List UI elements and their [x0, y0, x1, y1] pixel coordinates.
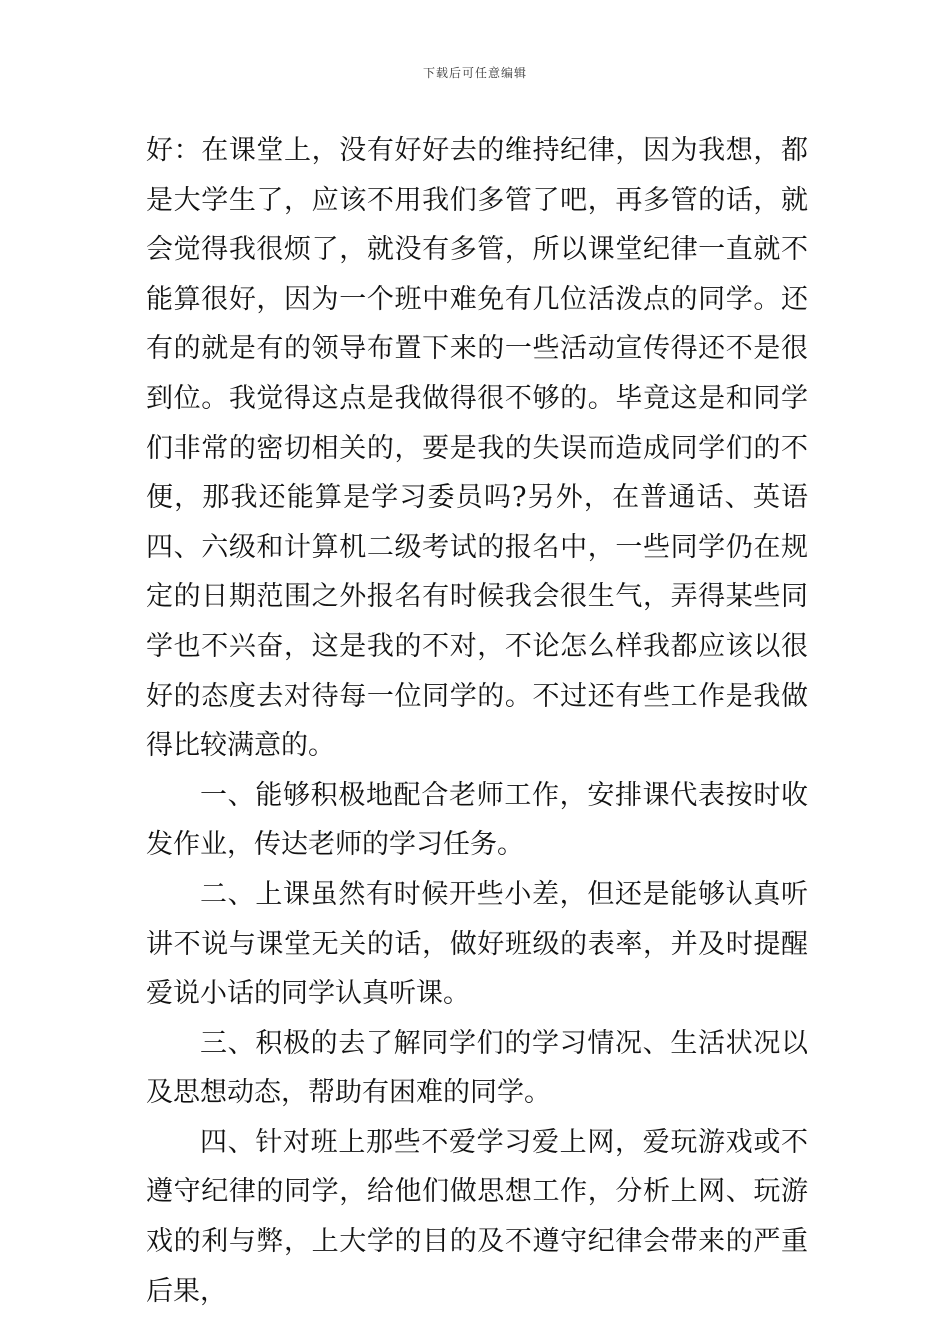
paragraph-continuation: 好：在课堂上，没有好好去的维持纪律，因为我想，都是大学生了，应该不用我们多管了吧，再多管的话，就会觉得我很烦了，就没有多管，所以课堂纪律一直就不能算很好，因为一个班中难免有几位活泼点的同学。还有的就是有的领导布置下来的一些活动宣传得还不是很到位。我觉得这点是我做得很不够的。毕竟这是和同学们非常的密切相关的，要是我的失误而造成同学们的不便，那我还能算是学习委员吗?另外，在普通话、英语四、六级和计算机二级考试的报名中，一些同学仍在规定的日期范围之外报名有时候我会很生气，弄得某些同学也不兴奋，这是我的不对，不论怎么样我都应该以很好的态度去对待每一位同学的。不过还有些工作是我做得比较满意的。 [146, 135, 808, 762]
paragraph-item-4: 四、针对班上那些不爱学习爱上网，爱玩游戏或不遵守纪律的同学，给他们做思想工作，分析上网、玩游戏的利与弊，上大学的目的及不遵守纪律会带来的严重后果， [146, 1126, 808, 1307]
document-body [146, 126, 808, 1316]
paragraph-item-3: 三、积极的去了解同学们的学习情况、生活状况以及思想动态，帮助有困难的同学。 [146, 1027, 808, 1109]
paragraph-item-1: 一、能够积极地配合老师工作，安排课代表按时收发作业，传达老师的学习任务。 [146, 779, 808, 861]
paragraph-item-2: 二、上课虽然有时候开些小差，但还是能够认真听讲不说与课堂无关的话，做好班级的表率，并及时提醒爱说小话的同学认真听课。 [146, 878, 808, 1010]
page-header: 下载后可任意编辑 [422, 66, 527, 80]
